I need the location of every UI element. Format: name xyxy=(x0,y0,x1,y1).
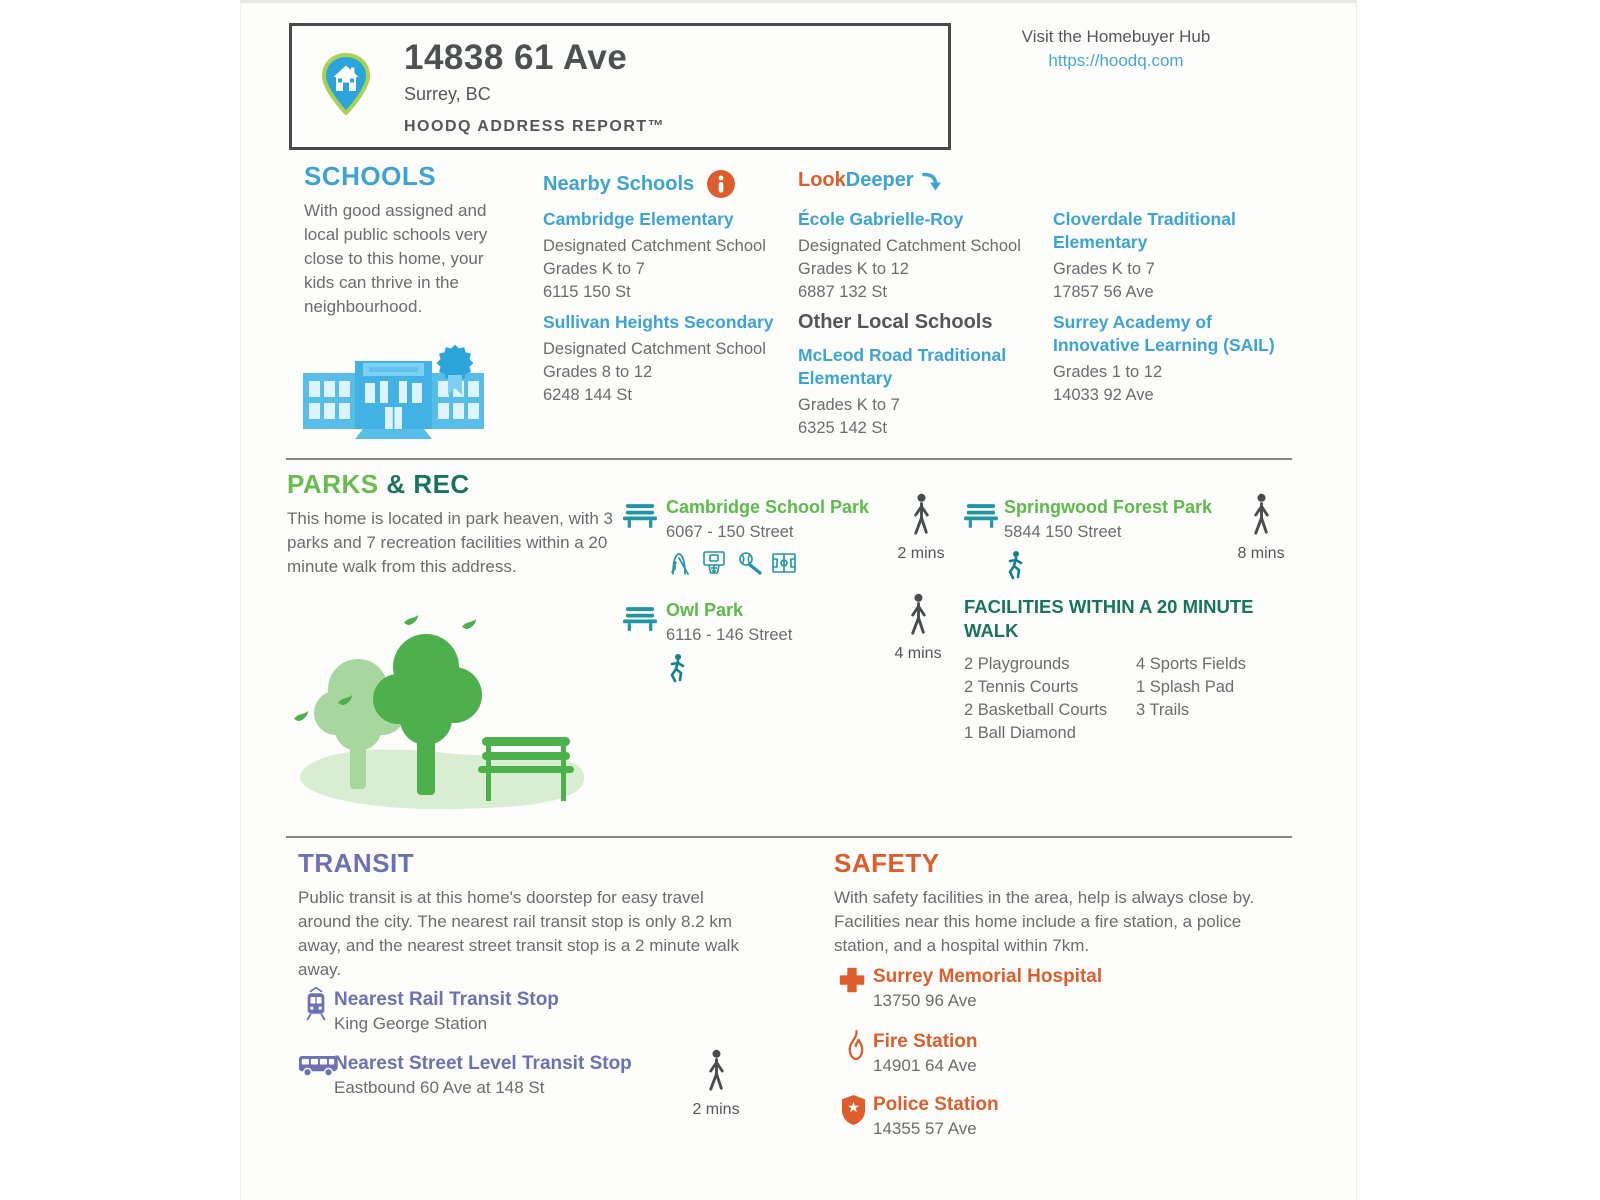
park-entry xyxy=(1004,496,1234,585)
safety-entry xyxy=(873,965,1273,1013)
fire-flame-icon xyxy=(844,1029,867,1067)
walking-person-icon xyxy=(703,1080,730,1097)
school-card xyxy=(1053,208,1283,304)
transit-intro-text: Public transit is at this home's doorstep for easy travel around the city. The nearest rail transit stop is only 8.2 km away, and the nearest street transit stop is a 2 minute walk away. xyxy=(298,888,739,979)
safety-facility-address: 14355 57 Ave xyxy=(873,1119,977,1138)
park-address: 6067 - 150 Street xyxy=(666,523,794,541)
schools-intro-text: With good assigned and local public schools very close to this home, your kids can thrive in the neighbourhood. xyxy=(304,201,488,316)
basketball-icon xyxy=(701,550,727,581)
bench-icon xyxy=(623,503,657,533)
school-address: 14033 92 Ave xyxy=(1053,386,1154,404)
schools-section-title: SCHOOLS xyxy=(304,161,437,191)
facility-item: 3 Trails xyxy=(1136,701,1190,719)
parks-title-part1: PARKS xyxy=(287,469,379,499)
school-grades: Grades K to 12 xyxy=(798,260,909,278)
walking-person-icon xyxy=(908,524,935,541)
school-address: 6248 144 St xyxy=(543,386,632,404)
walk-time-block xyxy=(889,493,953,563)
school-card xyxy=(1053,311,1293,407)
walking-person-icon xyxy=(905,624,932,641)
school-link[interactable]: McLeod Road Traditional Elementary xyxy=(798,345,1007,388)
other-local-schools-heading: Other Local Schools xyxy=(798,311,993,333)
bench-icon xyxy=(964,503,998,533)
school-card xyxy=(543,208,795,304)
address-header-box xyxy=(289,23,951,150)
parks-title-part2: & REC xyxy=(378,469,470,499)
facilities-column-1 xyxy=(964,653,1134,745)
school-catchment: Designated Catchment School xyxy=(543,340,766,358)
school-card xyxy=(798,208,1050,304)
curved-down-arrow-icon xyxy=(922,170,943,192)
walk-time-block xyxy=(886,593,950,663)
school-grades: Grades 1 to 12 xyxy=(1053,363,1163,381)
safety-section-title: SAFETY xyxy=(834,848,940,878)
walking-person-icon xyxy=(1248,524,1275,541)
rail-stop-label: Nearest Rail Transit Stop xyxy=(334,989,559,1010)
facility-item: 2 Tennis Courts xyxy=(964,678,1079,696)
parks-section-title xyxy=(287,469,470,500)
walk-time-label: 2 mins xyxy=(897,545,945,562)
lookdeeper-heading xyxy=(798,169,943,192)
nearby-schools-label: Nearby Schools xyxy=(543,172,695,195)
park-link[interactable]: Cambridge School Park xyxy=(666,497,870,517)
parks-intro-text: This home is located in park heaven, with 3 parks and 7 recreation facilities within a 20 minute walk from this address. xyxy=(287,509,614,576)
hub-url-link[interactable]: https://hoodq.com xyxy=(1048,51,1184,70)
police-shield-icon xyxy=(840,1093,867,1131)
ball-diamond-icon xyxy=(736,550,762,581)
transit-section-title: TRANSIT xyxy=(298,848,415,878)
runner-icon xyxy=(666,653,688,688)
section-divider xyxy=(286,458,1292,460)
facility-item: 2 Basketball Courts xyxy=(964,701,1108,719)
school-grades: Grades K to 7 xyxy=(1053,260,1155,278)
report-title: HOODQ ADDRESS REPORT™ xyxy=(404,117,666,135)
safety-facility-address: 13750 96 Ave xyxy=(873,991,977,1010)
facilities-heading: FACILITIES WITHIN A 20 MINUTE WALK xyxy=(964,596,1254,641)
safety-facility-name: Surrey Memorial Hospital xyxy=(873,966,1103,987)
lookdeeper-label xyxy=(798,169,914,192)
school-link[interactable]: Cloverdale Traditional Elementary xyxy=(1053,209,1236,252)
safety-intro-text: With safety facilities in the area, help is always close by. Facilities near this home include a fire station, a police station, and a hospital within 7km. xyxy=(834,888,1255,955)
school-address: 6325 142 St xyxy=(798,419,887,437)
safety-facility-name: Fire Station xyxy=(873,1031,978,1052)
walk-time-label: 4 mins xyxy=(894,645,942,662)
safety-entry xyxy=(873,1093,1273,1141)
walk-time-label: 8 mins xyxy=(1237,545,1285,562)
sports-field-icon xyxy=(771,550,797,581)
safety-facility-address: 14901 64 Ave xyxy=(873,1056,977,1075)
walk-time-label: 2 mins xyxy=(692,1101,740,1118)
hospital-cross-icon xyxy=(837,965,867,1000)
school-grades: Grades K to 7 xyxy=(798,396,900,414)
page-title-address: 14838 61 Ave xyxy=(404,37,628,77)
park-link[interactable]: Owl Park xyxy=(666,600,744,620)
school-link[interactable]: Sullivan Heights Secondary xyxy=(543,312,774,332)
school-building-illustration xyxy=(301,341,486,446)
bench-icon xyxy=(623,606,657,636)
report-page xyxy=(240,0,1357,1200)
school-grades: Grades K to 7 xyxy=(543,260,645,278)
train-icon xyxy=(303,985,329,1027)
school-link[interactable]: École Gabrielle-Roy xyxy=(798,209,964,229)
lookdeeper-label-part1: Look xyxy=(798,169,846,191)
park-entry xyxy=(666,496,886,581)
nearby-schools-heading xyxy=(543,169,736,199)
hub-label: Visit the Homebuyer Hub xyxy=(1021,27,1211,46)
school-address: 17857 56 Ave xyxy=(1053,283,1154,301)
park-address: 6116 - 146 Street xyxy=(666,626,793,644)
section-divider xyxy=(286,836,1292,838)
rail-stop-value: King George Station xyxy=(334,1014,488,1033)
school-card xyxy=(798,344,1030,440)
school-link[interactable]: Surrey Academy of Innovative Learning (SAIL) xyxy=(1053,312,1275,355)
facility-item: 4 Sports Fields xyxy=(1136,655,1247,673)
school-link[interactable]: Cambridge Elementary xyxy=(543,209,734,229)
park-illustration xyxy=(286,601,591,821)
info-icon[interactable] xyxy=(706,169,736,199)
park-address: 5844 150 Street xyxy=(1004,523,1122,541)
school-grades: Grades 8 to 12 xyxy=(543,363,653,381)
street-stop-value: Eastbound 60 Ave at 148 St xyxy=(334,1078,545,1097)
lookdeeper-label-part2: Deeper xyxy=(845,169,914,191)
walk-time-block xyxy=(684,1049,748,1119)
facility-item: 1 Ball Diamond xyxy=(964,724,1076,742)
street-stop-label: Nearest Street Level Transit Stop xyxy=(334,1053,632,1074)
school-card xyxy=(543,311,795,407)
bus-icon xyxy=(298,1053,338,1083)
park-entry xyxy=(666,599,886,688)
home-map-pin-icon xyxy=(320,52,372,121)
school-address: 6115 150 St xyxy=(543,283,631,301)
school-address: 6887 132 St xyxy=(798,283,887,301)
school-catchment: Designated Catchment School xyxy=(798,237,1021,255)
walk-time-block xyxy=(1229,493,1293,563)
safety-entry xyxy=(873,1030,1273,1078)
park-link[interactable]: Springwood Forest Park xyxy=(1004,497,1213,517)
rail-transit-entry xyxy=(334,988,754,1036)
homebuyer-hub-block xyxy=(986,25,1246,73)
safety-facility-name: Police Station xyxy=(873,1094,999,1115)
facility-item: 1 Splash Pad xyxy=(1136,678,1235,696)
runner-icon xyxy=(1004,550,1026,585)
address-city: Surrey, BC xyxy=(404,83,491,104)
playground-icon xyxy=(666,550,692,581)
facilities-column-2 xyxy=(1136,653,1306,722)
facility-item: 2 Playgrounds xyxy=(964,655,1070,673)
school-catchment: Designated Catchment School xyxy=(543,237,766,255)
